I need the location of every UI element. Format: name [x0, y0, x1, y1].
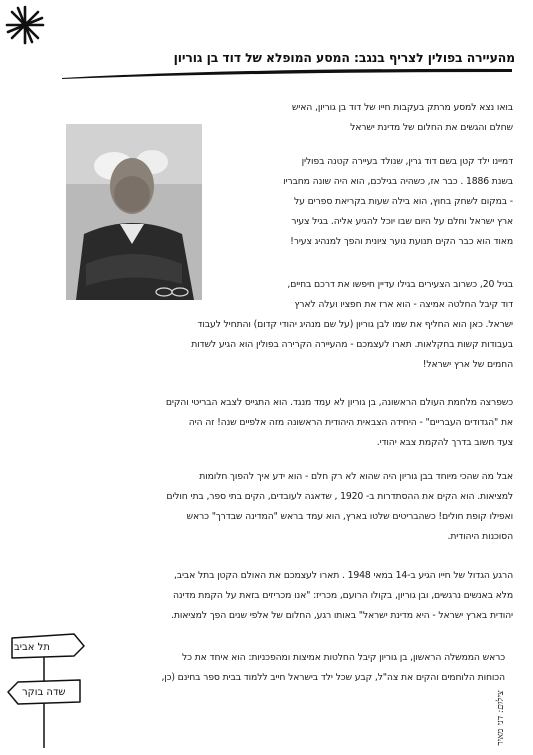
text-line: הרגע הגדול של חייו הגיע ב-14 במאי 1948 . תארו לעצמכם את האולם הקטן בתל אביב,: [173, 570, 513, 581]
text-line: שחלם והגשים את החלום של מדינת ישראל: [350, 122, 513, 133]
aliyah-paragraph: [73, 275, 513, 375]
portrait-illustration: [66, 124, 202, 300]
ww1-paragraph: [43, 393, 513, 453]
histadrut-paragraph: [43, 467, 513, 547]
text-line: הסוכנות היהודית.: [447, 531, 513, 542]
text-line: ישראל. כאן הוא החליף את שמו לבן גוריון (על שם מנהיג יהודי קדום) והתחיל לעבוד: [197, 319, 513, 330]
page-title: מהעיירה בפולין לצריף בנגב: המסע המופלא של דוד בן גוריון: [173, 50, 515, 65]
childhood-paragraph: [213, 152, 513, 252]
text-line: אבל מה שהכי מיוחד בבן גוריון היה שהוא לא רק חלם - הוא ידע איך להפוך חלומות: [199, 471, 513, 482]
intro-paragraph: [213, 98, 513, 138]
text-line: - במקום לשחק בחוץ, הוא בילה שעות בקריאת ספרים על: [294, 196, 513, 207]
text-line: מאוד הוא כבר הקים תנועת נוער ציונית והפך למנהיג צעיר!: [290, 236, 513, 247]
text-line: ארץ ישראל וחלם על היום שבו יוכל להגיע אליה. בגיל צעיר: [291, 216, 513, 227]
text-line: דמיינו ילד קטן בשם דוד גרין, שנולד בעיירה קטנה בפולין: [301, 156, 513, 167]
signature-credit: צילום: דני מאיר: [496, 690, 506, 746]
text-line: בואו נצא למסע מרתק בעקבות חייו של דוד בן גוריון, האיש: [291, 102, 513, 113]
text-line: החמים של ארץ ישראל!: [422, 359, 513, 370]
text-line: למציאות. הוא הקים את ההסתדרות ב- 1920 , שדאגה לעובדים, הקים בתי ספר, בתי חולים: [166, 491, 513, 502]
title-block: [60, 38, 515, 78]
prime-minister-paragraph: [95, 648, 505, 688]
text-line: בגיל 20, כשרוב הצעירים בגילו עדיין חיפשו את דרכם בחיים,: [287, 279, 513, 290]
text-line: כשפרצה מלחמת העולם הראשונה, בן גוריון לא עמד מנגד. הוא התגייס לצבא הבריטי והקים: [165, 397, 513, 408]
portrait-photo: [66, 124, 202, 300]
text-line: מלא באנשים נרגשים, ובן גוריון, בקולו הרועם, מכריז: "אנו מכריזים בזאת על הקמת מדינה: [172, 590, 513, 601]
asterisk-star-icon: [4, 4, 46, 46]
text-line: הכוחות הלוחמים והקים את צה"ל, קבע שכל ילד בישראל חייב ללמוד בבית ספר בחינם (כן,: [161, 672, 505, 683]
independence-paragraph: [43, 566, 513, 626]
text-line: צעד חשוב בדרך להקמת צבא יהודי.: [376, 437, 513, 448]
sign-tel-aviv-label: תל אביב: [14, 642, 50, 653]
title-underline-swoosh: [60, 66, 515, 80]
text-line: כראש הממשלה הראשון, בן גוריון קיבל החלטות אמיצות ומהפכניות: הוא איחד את כל: [182, 652, 505, 663]
text-line: את "הגדודים העבריים" - היחידה הצבאית היהודית הראשונה מזה אלפיים שנה! זה היה: [188, 417, 513, 428]
sign-sde-boker-label: שדה בוקר: [22, 687, 66, 698]
text-line: בעבודות קשות בחקלאות. תארו לעצמכם - מהעיירה הקרירה בפולין הוא הגיע לשדות: [191, 339, 513, 350]
text-line: יהודית בארץ ישראל - היא מדינת ישראל" באותו רגע, החלום של אלפי שנים הפך למציאות.: [171, 610, 513, 621]
text-line: דוד קיבל החלטה אמיצה - הוא ארז את חפציו ועלה לארץ: [294, 299, 513, 310]
text-line: ואפילו קופת חולים! כשהבריטים שלטו בארץ, הוא עמד בראש "המדינה שבדרך" כראש: [186, 511, 513, 522]
text-line: בשנת 1886 . כבר אז, כשהיה בגילכם, הוא היה שונה מחבריו: [283, 176, 513, 187]
